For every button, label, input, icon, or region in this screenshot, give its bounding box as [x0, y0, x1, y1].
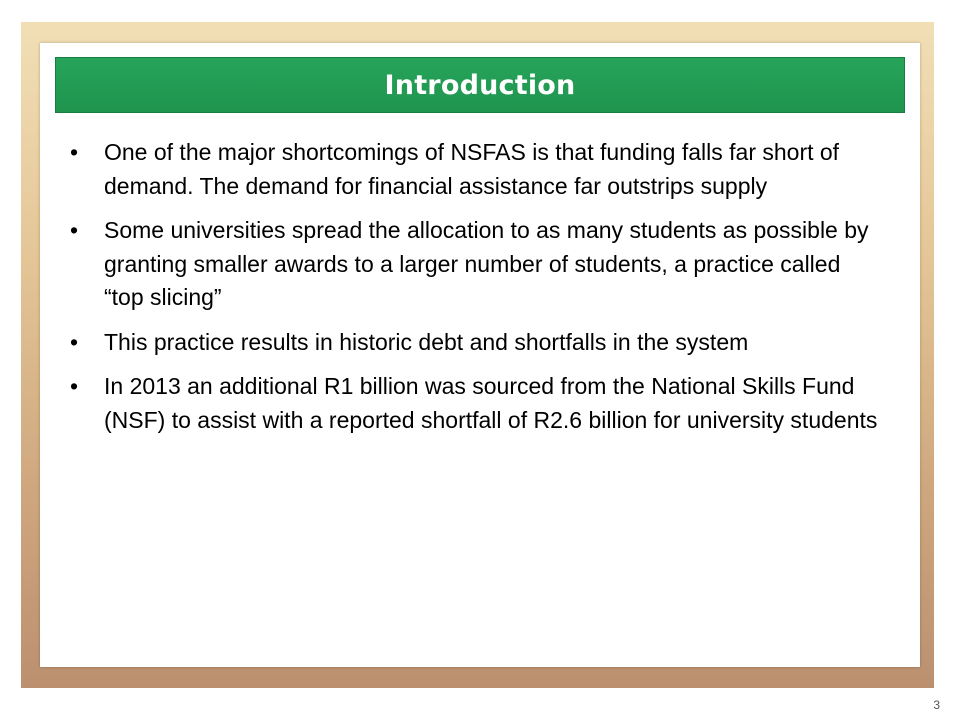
slide-title: Introduction [384, 69, 576, 101]
bullet-dot-icon: • [70, 217, 79, 243]
page-number: 3 [933, 698, 940, 712]
bullet-item [70, 214, 880, 315]
bullet-text: Some universities spread the allocation to as many students as possible by granting smaller awards to a larger number of students, a practice called “top slicing” [104, 217, 869, 310]
bullet-text: One of the major shortcomings of NSFAS is that funding falls far short of demand. The demand for financial assistance far outstrips supply [104, 139, 840, 199]
bullet-item [70, 136, 880, 203]
bullet-dot-icon: • [70, 139, 79, 165]
bullet-text: In 2013 an additional R1 billion was sourced from the National Skills Fund (NSF) to assist with a reported shortfall of R2.6 billion for university students [104, 373, 878, 433]
bullet-dot-icon: • [70, 328, 79, 355]
bullet-item [70, 370, 880, 437]
bullet-dot-icon: • [70, 373, 79, 399]
bullet-item [70, 326, 880, 360]
title-bar [55, 57, 905, 113]
bullet-list [70, 136, 880, 448]
bullet-text: This practice results in historic debt and shortfalls in the system [104, 328, 749, 355]
